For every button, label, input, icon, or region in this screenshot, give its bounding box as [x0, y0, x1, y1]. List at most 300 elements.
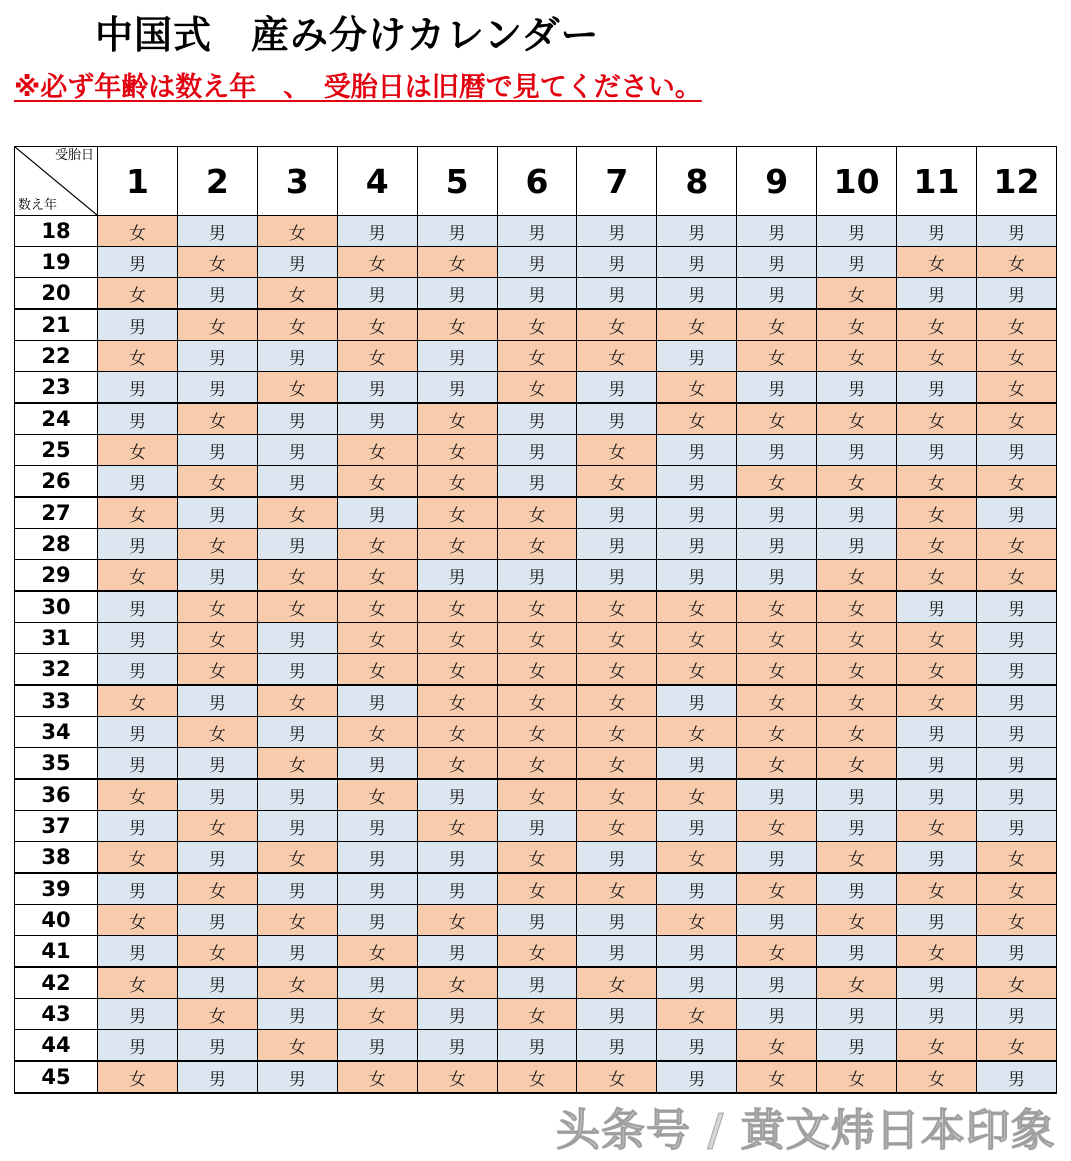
- cell-age26-month9: 女: [737, 466, 817, 498]
- cell-age23-month10: 男: [817, 372, 897, 404]
- table-row: [15, 591, 1057, 623]
- cell-age38-month3: 女: [257, 842, 337, 874]
- cell-age42-month2: 男: [177, 967, 257, 999]
- cell-age28-month1: 男: [98, 529, 178, 560]
- cell-age25-month10: 男: [817, 435, 897, 466]
- age-label-23: 23: [15, 372, 98, 404]
- cell-age32-month8: 女: [657, 654, 737, 686]
- cell-age29-month7: 男: [577, 560, 657, 592]
- cell-age20-month2: 男: [177, 278, 257, 310]
- cell-age30-month1: 男: [98, 591, 178, 623]
- month-header-3: 3: [257, 147, 337, 216]
- cell-age20-month8: 男: [657, 278, 737, 310]
- cell-age33-month8: 男: [657, 685, 737, 717]
- cell-age25-month3: 男: [257, 435, 337, 466]
- cell-age44-month6: 男: [497, 1030, 577, 1062]
- month-header-9: 9: [737, 147, 817, 216]
- cell-age21-month1: 男: [98, 309, 178, 341]
- cell-age39-month3: 男: [257, 873, 337, 905]
- cell-age29-month8: 男: [657, 560, 737, 592]
- table-row: [15, 717, 1057, 748]
- age-label-27: 27: [15, 497, 98, 529]
- cell-age43-month10: 男: [817, 999, 897, 1030]
- cell-age26-month12: 女: [976, 466, 1056, 498]
- cell-age26-month4: 女: [337, 466, 417, 498]
- cell-age19-month8: 男: [657, 247, 737, 278]
- cell-age43-month12: 男: [976, 999, 1056, 1030]
- month-header-12: 12: [976, 147, 1056, 216]
- cell-age44-month4: 男: [337, 1030, 417, 1062]
- cell-age20-month1: 女: [98, 278, 178, 310]
- cell-age39-month2: 女: [177, 873, 257, 905]
- table-row: [15, 748, 1057, 780]
- cell-age36-month1: 女: [98, 779, 178, 811]
- table-row: [15, 873, 1057, 905]
- corner-row-label: 数え年: [18, 198, 58, 213]
- cell-age18-month11: 男: [897, 216, 977, 247]
- table-row: [15, 278, 1057, 310]
- cell-age30-month3: 女: [257, 591, 337, 623]
- cell-age38-month8: 女: [657, 842, 737, 874]
- cell-age24-month5: 女: [417, 403, 497, 435]
- cell-age37-month12: 男: [976, 811, 1056, 842]
- cell-age21-month12: 女: [976, 309, 1056, 341]
- cell-age36-month2: 男: [177, 779, 257, 811]
- cell-age21-month10: 女: [817, 309, 897, 341]
- age-label-36: 36: [15, 779, 98, 811]
- cell-age28-month11: 女: [897, 529, 977, 560]
- cell-age38-month7: 男: [577, 842, 657, 874]
- cell-age19-month11: 女: [897, 247, 977, 278]
- cell-age27-month8: 男: [657, 497, 737, 529]
- cell-age37-month10: 男: [817, 811, 897, 842]
- cell-age23-month8: 女: [657, 372, 737, 404]
- cell-age29-month1: 女: [98, 560, 178, 592]
- cell-age42-month7: 女: [577, 967, 657, 999]
- cell-age19-month7: 男: [577, 247, 657, 278]
- cell-age45-month6: 女: [497, 1061, 577, 1093]
- cell-age32-month12: 男: [976, 654, 1056, 686]
- cell-age22-month11: 女: [897, 341, 977, 372]
- cell-age39-month9: 女: [737, 873, 817, 905]
- cell-age41-month12: 男: [976, 936, 1056, 968]
- cell-age29-month10: 女: [817, 560, 897, 592]
- cell-age24-month9: 女: [737, 403, 817, 435]
- cell-age19-month12: 女: [976, 247, 1056, 278]
- cell-age23-month6: 女: [497, 372, 577, 404]
- age-label-43: 43: [15, 999, 98, 1030]
- table-row: [15, 967, 1057, 999]
- cell-age29-month2: 男: [177, 560, 257, 592]
- cell-age26-month10: 女: [817, 466, 897, 498]
- table-row: [15, 560, 1057, 592]
- age-label-37: 37: [15, 811, 98, 842]
- table-row: [15, 842, 1057, 874]
- cell-age39-month10: 男: [817, 873, 897, 905]
- cell-age29-month9: 男: [737, 560, 817, 592]
- cell-age39-month11: 女: [897, 873, 977, 905]
- cell-age25-month1: 女: [98, 435, 178, 466]
- cell-age35-month2: 男: [177, 748, 257, 780]
- cell-age42-month4: 男: [337, 967, 417, 999]
- watermark: 头条号 / 黄文炜日本印象: [556, 1105, 1056, 1156]
- cell-age30-month5: 女: [417, 591, 497, 623]
- cell-age45-month2: 男: [177, 1061, 257, 1093]
- cell-age44-month11: 女: [897, 1030, 977, 1062]
- cell-age34-month12: 男: [976, 717, 1056, 748]
- cell-age42-month11: 男: [897, 967, 977, 999]
- cell-age31-month6: 女: [497, 623, 577, 654]
- cell-age31-month2: 女: [177, 623, 257, 654]
- cell-age27-month5: 女: [417, 497, 497, 529]
- cell-age27-month3: 女: [257, 497, 337, 529]
- age-label-24: 24: [15, 403, 98, 435]
- cell-age32-month1: 男: [98, 654, 178, 686]
- cell-age40-month5: 女: [417, 905, 497, 936]
- cell-age40-month3: 女: [257, 905, 337, 936]
- cell-age20-month10: 女: [817, 278, 897, 310]
- header-row: [15, 147, 1057, 216]
- cell-age19-month6: 男: [497, 247, 577, 278]
- cell-age27-month12: 男: [976, 497, 1056, 529]
- cell-age21-month7: 女: [577, 309, 657, 341]
- cell-age37-month1: 男: [98, 811, 178, 842]
- table-row: [15, 309, 1057, 341]
- cell-age29-month4: 女: [337, 560, 417, 592]
- cell-age22-month5: 男: [417, 341, 497, 372]
- cell-age45-month5: 女: [417, 1061, 497, 1093]
- cell-age38-month10: 女: [817, 842, 897, 874]
- cell-age27-month4: 男: [337, 497, 417, 529]
- cell-age36-month8: 女: [657, 779, 737, 811]
- age-label-22: 22: [15, 341, 98, 372]
- cell-age28-month4: 女: [337, 529, 417, 560]
- cell-age35-month5: 女: [417, 748, 497, 780]
- cell-age36-month4: 女: [337, 779, 417, 811]
- cell-age36-month7: 女: [577, 779, 657, 811]
- cell-age22-month2: 男: [177, 341, 257, 372]
- cell-age27-month6: 女: [497, 497, 577, 529]
- cell-age30-month8: 女: [657, 591, 737, 623]
- cell-age33-month10: 女: [817, 685, 897, 717]
- cell-age43-month8: 女: [657, 999, 737, 1030]
- cell-age28-month7: 男: [577, 529, 657, 560]
- cell-age39-month12: 女: [976, 873, 1056, 905]
- table-row: [15, 529, 1057, 560]
- cell-age45-month9: 女: [737, 1061, 817, 1093]
- cell-age33-month11: 女: [897, 685, 977, 717]
- age-label-33: 33: [15, 685, 98, 717]
- cell-age35-month11: 男: [897, 748, 977, 780]
- cell-age44-month2: 男: [177, 1030, 257, 1062]
- cell-age35-month3: 女: [257, 748, 337, 780]
- table-row: [15, 654, 1057, 686]
- cell-age22-month8: 男: [657, 341, 737, 372]
- cell-age25-month7: 女: [577, 435, 657, 466]
- cell-age33-month6: 女: [497, 685, 577, 717]
- corner-header-cell: [15, 147, 98, 216]
- table-row: [15, 341, 1057, 372]
- cell-age44-month3: 女: [257, 1030, 337, 1062]
- cell-age38-month11: 男: [897, 842, 977, 874]
- cell-age41-month3: 男: [257, 936, 337, 968]
- cell-age21-month9: 女: [737, 309, 817, 341]
- cell-age42-month1: 女: [98, 967, 178, 999]
- month-header-11: 11: [897, 147, 977, 216]
- cell-age29-month5: 男: [417, 560, 497, 592]
- cell-age27-month7: 男: [577, 497, 657, 529]
- table-row: [15, 466, 1057, 498]
- cell-age27-month1: 女: [98, 497, 178, 529]
- cell-age26-month3: 男: [257, 466, 337, 498]
- cell-age24-month4: 男: [337, 403, 417, 435]
- cell-age19-month1: 男: [98, 247, 178, 278]
- cell-age41-month10: 男: [817, 936, 897, 968]
- cell-age40-month7: 男: [577, 905, 657, 936]
- cell-age19-month9: 男: [737, 247, 817, 278]
- cell-age18-month12: 男: [976, 216, 1056, 247]
- cell-age26-month11: 女: [897, 466, 977, 498]
- cell-age30-month4: 女: [337, 591, 417, 623]
- cell-age41-month2: 女: [177, 936, 257, 968]
- cell-age44-month1: 男: [98, 1030, 178, 1062]
- cell-age20-month7: 男: [577, 278, 657, 310]
- cell-age18-month9: 男: [737, 216, 817, 247]
- cell-age28-month8: 男: [657, 529, 737, 560]
- cell-age25-month8: 男: [657, 435, 737, 466]
- cell-age30-month11: 男: [897, 591, 977, 623]
- cell-age40-month2: 男: [177, 905, 257, 936]
- cell-age32-month9: 女: [737, 654, 817, 686]
- cell-age43-month9: 男: [737, 999, 817, 1030]
- cell-age19-month10: 男: [817, 247, 897, 278]
- cell-age42-month6: 男: [497, 967, 577, 999]
- age-label-41: 41: [15, 936, 98, 968]
- cell-age37-month6: 男: [497, 811, 577, 842]
- corner-column-label: 受胎日: [54, 148, 94, 163]
- age-label-45: 45: [15, 1061, 98, 1093]
- cell-age30-month12: 男: [976, 591, 1056, 623]
- cell-age29-month11: 女: [897, 560, 977, 592]
- cell-age40-month11: 男: [897, 905, 977, 936]
- cell-age32-month11: 女: [897, 654, 977, 686]
- cell-age40-month4: 男: [337, 905, 417, 936]
- cell-age38-month5: 男: [417, 842, 497, 874]
- cell-age40-month9: 男: [737, 905, 817, 936]
- cell-age19-month5: 女: [417, 247, 497, 278]
- cell-age29-month3: 女: [257, 560, 337, 592]
- cell-age35-month4: 男: [337, 748, 417, 780]
- cell-age36-month5: 男: [417, 779, 497, 811]
- cell-age19-month3: 男: [257, 247, 337, 278]
- month-header-7: 7: [577, 147, 657, 216]
- cell-age43-month3: 男: [257, 999, 337, 1030]
- table-row: [15, 1061, 1057, 1093]
- cell-age37-month3: 男: [257, 811, 337, 842]
- cell-age24-month3: 男: [257, 403, 337, 435]
- cell-age21-month8: 女: [657, 309, 737, 341]
- cell-age21-month4: 女: [337, 309, 417, 341]
- table-row: [15, 999, 1057, 1030]
- month-header-10: 10: [817, 147, 897, 216]
- cell-age23-month11: 男: [897, 372, 977, 404]
- cell-age43-month11: 男: [897, 999, 977, 1030]
- cell-age37-month11: 女: [897, 811, 977, 842]
- cell-age33-month12: 男: [976, 685, 1056, 717]
- cell-age41-month8: 男: [657, 936, 737, 968]
- cell-age24-month11: 女: [897, 403, 977, 435]
- age-label-18: 18: [15, 216, 98, 247]
- cell-age31-month12: 男: [976, 623, 1056, 654]
- cell-age27-month10: 男: [817, 497, 897, 529]
- cell-age33-month2: 男: [177, 685, 257, 717]
- cell-age22-month10: 女: [817, 341, 897, 372]
- cell-age30-month7: 女: [577, 591, 657, 623]
- cell-age23-month7: 男: [577, 372, 657, 404]
- age-label-20: 20: [15, 278, 98, 310]
- cell-age26-month7: 女: [577, 466, 657, 498]
- cell-age41-month6: 女: [497, 936, 577, 968]
- cell-age41-month5: 男: [417, 936, 497, 968]
- age-label-28: 28: [15, 529, 98, 560]
- cell-age41-month7: 男: [577, 936, 657, 968]
- month-header-2: 2: [177, 147, 257, 216]
- gender-prediction-table: [14, 146, 1057, 1094]
- cell-age22-month12: 女: [976, 341, 1056, 372]
- cell-age33-month4: 男: [337, 685, 417, 717]
- cell-age41-month4: 女: [337, 936, 417, 968]
- cell-age20-month5: 男: [417, 278, 497, 310]
- cell-age27-month11: 女: [897, 497, 977, 529]
- cell-age20-month11: 男: [897, 278, 977, 310]
- calendar-table-container: [14, 146, 1057, 1094]
- cell-age44-month8: 男: [657, 1030, 737, 1062]
- cell-age37-month2: 女: [177, 811, 257, 842]
- age-label-44: 44: [15, 1030, 98, 1062]
- table-row: [15, 497, 1057, 529]
- cell-age26-month8: 男: [657, 466, 737, 498]
- cell-age40-month1: 女: [98, 905, 178, 936]
- cell-age39-month4: 男: [337, 873, 417, 905]
- cell-age35-month12: 男: [976, 748, 1056, 780]
- cell-age42-month10: 女: [817, 967, 897, 999]
- cell-age18-month7: 男: [577, 216, 657, 247]
- cell-age34-month8: 女: [657, 717, 737, 748]
- month-header-5: 5: [417, 147, 497, 216]
- table-row: [15, 1030, 1057, 1062]
- cell-age38-month1: 女: [98, 842, 178, 874]
- cell-age21-month5: 女: [417, 309, 497, 341]
- cell-age25-month9: 男: [737, 435, 817, 466]
- cell-age35-month10: 女: [817, 748, 897, 780]
- table-row: [15, 403, 1057, 435]
- cell-age30-month2: 女: [177, 591, 257, 623]
- cell-age28-month2: 女: [177, 529, 257, 560]
- cell-age32-month4: 女: [337, 654, 417, 686]
- cell-age31-month11: 女: [897, 623, 977, 654]
- cell-age24-month10: 女: [817, 403, 897, 435]
- cell-age39-month6: 女: [497, 873, 577, 905]
- cell-age24-month8: 女: [657, 403, 737, 435]
- age-label-31: 31: [15, 623, 98, 654]
- cell-age25-month11: 男: [897, 435, 977, 466]
- age-label-38: 38: [15, 842, 98, 874]
- cell-age40-month10: 女: [817, 905, 897, 936]
- cell-age34-month6: 女: [497, 717, 577, 748]
- page-title: 中国式 産み分けカレンダー: [95, 13, 600, 57]
- cell-age34-month5: 女: [417, 717, 497, 748]
- cell-age32-month5: 女: [417, 654, 497, 686]
- cell-age36-month12: 男: [976, 779, 1056, 811]
- cell-age24-month6: 男: [497, 403, 577, 435]
- cell-age18-month2: 男: [177, 216, 257, 247]
- cell-age32-month7: 女: [577, 654, 657, 686]
- cell-age28-month9: 男: [737, 529, 817, 560]
- month-header-6: 6: [497, 147, 577, 216]
- age-label-32: 32: [15, 654, 98, 686]
- cell-age32-month6: 女: [497, 654, 577, 686]
- cell-age31-month7: 女: [577, 623, 657, 654]
- cell-age38-month2: 男: [177, 842, 257, 874]
- cell-age45-month4: 女: [337, 1061, 417, 1093]
- cell-age35-month6: 女: [497, 748, 577, 780]
- cell-age28-month12: 女: [976, 529, 1056, 560]
- cell-age18-month8: 男: [657, 216, 737, 247]
- table-row: [15, 623, 1057, 654]
- cell-age30-month9: 女: [737, 591, 817, 623]
- cell-age19-month4: 女: [337, 247, 417, 278]
- cell-age28-month3: 男: [257, 529, 337, 560]
- cell-age28-month10: 男: [817, 529, 897, 560]
- cell-age22-month4: 女: [337, 341, 417, 372]
- cell-age27-month9: 男: [737, 497, 817, 529]
- cell-age45-month8: 男: [657, 1061, 737, 1093]
- age-label-35: 35: [15, 748, 98, 780]
- cell-age24-month12: 女: [976, 403, 1056, 435]
- cell-age23-month5: 男: [417, 372, 497, 404]
- age-label-25: 25: [15, 435, 98, 466]
- cell-age36-month3: 男: [257, 779, 337, 811]
- age-label-30: 30: [15, 591, 98, 623]
- cell-age43-month5: 男: [417, 999, 497, 1030]
- cell-age30-month10: 女: [817, 591, 897, 623]
- cell-age20-month9: 男: [737, 278, 817, 310]
- cell-age42-month5: 女: [417, 967, 497, 999]
- cell-age25-month12: 男: [976, 435, 1056, 466]
- cell-age39-month5: 男: [417, 873, 497, 905]
- cell-age42-month8: 男: [657, 967, 737, 999]
- cell-age39-month1: 男: [98, 873, 178, 905]
- cell-age34-month11: 男: [897, 717, 977, 748]
- age-label-42: 42: [15, 967, 98, 999]
- cell-age32-month10: 女: [817, 654, 897, 686]
- cell-age45-month12: 男: [976, 1061, 1056, 1093]
- cell-age24-month2: 女: [177, 403, 257, 435]
- age-label-21: 21: [15, 309, 98, 341]
- cell-age18-month4: 男: [337, 216, 417, 247]
- cell-age26-month5: 女: [417, 466, 497, 498]
- cell-age44-month10: 男: [817, 1030, 897, 1062]
- cell-age36-month9: 男: [737, 779, 817, 811]
- cell-age43-month4: 女: [337, 999, 417, 1030]
- cell-age40-month6: 男: [497, 905, 577, 936]
- cell-age28-month6: 女: [497, 529, 577, 560]
- cell-age25-month4: 女: [337, 435, 417, 466]
- cell-age24-month7: 男: [577, 403, 657, 435]
- cell-age37-month7: 女: [577, 811, 657, 842]
- cell-age34-month9: 女: [737, 717, 817, 748]
- cell-age38-month6: 女: [497, 842, 577, 874]
